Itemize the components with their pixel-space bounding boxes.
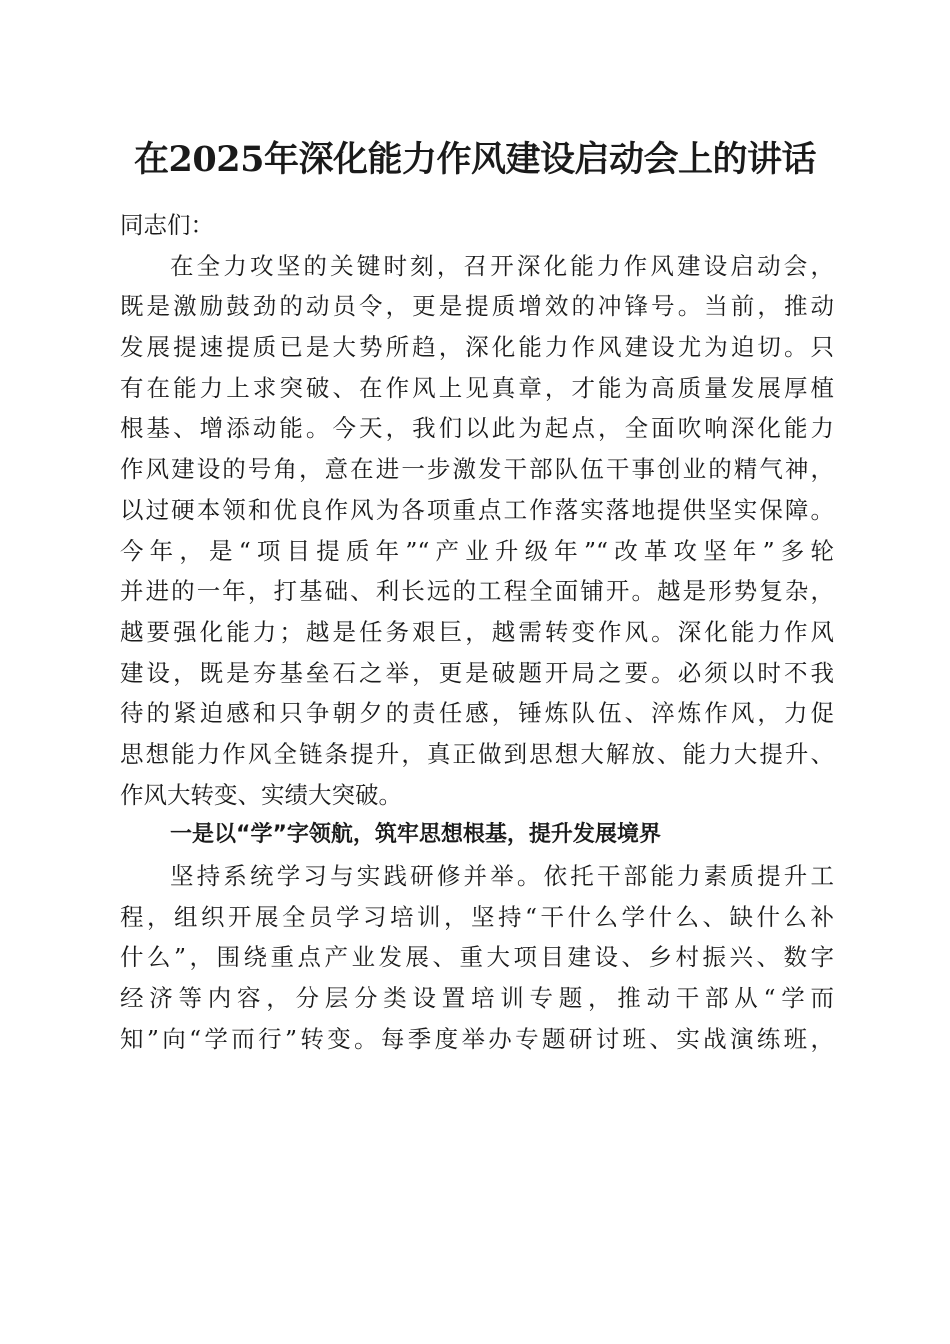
paragraph-line: 有在能力上求突破、在作风上见真章，才能为高质量发展厚植	[120, 373, 834, 402]
paragraph-line: 以过硬本领和优良作风为各项重点工作落实落地提供坚实保障。	[120, 495, 834, 524]
paragraph-line: 既是激励鼓劲的动员令，更是提质增效的冲锋号。当前，推动	[120, 292, 834, 321]
document-title: 在2025年深化能力作风建设启动会上的讲话	[134, 139, 816, 180]
paragraph-line: 并进的一年，打基础、利长远的工程全面铺开。越是形势复杂，	[120, 577, 834, 606]
paragraph-line: 越要强化能力；越是任务艰巨，越需转变作风。深化能力作风	[120, 617, 834, 646]
paragraph-line: 发展提速提质已是大势所趋，深化能力作风建设尤为迫切。只	[120, 333, 834, 362]
paragraph-line: 建设，既是夯基垒石之举，更是破题开局之要。必须以时不我	[120, 658, 834, 687]
document-body	[120, 205, 834, 1059]
paragraph-line: 思想能力作风全链条提升，真正做到思想大解放、能力大提升、	[120, 739, 834, 768]
salutation: 同志们：	[120, 211, 214, 239]
paragraph-line: 今年，是“项目提质年”“产业升级年”“改革攻坚年”多轮	[120, 536, 834, 565]
paragraph-line: 作风大转变、实绩大突破。	[120, 780, 402, 809]
section-heading: 一是以“学”字领航，筑牢思想根基，提升发展境界	[170, 822, 661, 848]
paragraph-line: 经济等内容，分层分类设置培训专题，推动干部从“学而	[120, 984, 834, 1013]
paragraph-line: 坚持系统学习与实践研修并举。依托干部能力素质提升工	[170, 862, 834, 890]
paragraph-line: 什么”，围绕重点产业发展、重大项目建设、乡村振兴、数字	[120, 943, 834, 972]
paragraph-line: 知”向“学而行”转变。每季度举办专题研讨班、实战演练班，	[120, 1024, 834, 1053]
paragraph-line: 根基、增添动能。今天，我们以此为起点，全面吹响深化能力	[120, 414, 834, 443]
paragraph-line: 程，组织开展全员学习培训，坚持“干什么学什么、缺什么补	[120, 902, 834, 931]
paragraph-line: 在全力攻坚的关键时刻，召开深化能力作风建设启动会，	[170, 251, 834, 280]
paragraph-line: 待的紧迫感和只争朝夕的责任感，锤炼队伍、淬炼作风，力促	[120, 699, 834, 728]
paragraph-line: 作风建设的号角，意在进一步激发干部队伍干事创业的精气神，	[120, 455, 834, 484]
